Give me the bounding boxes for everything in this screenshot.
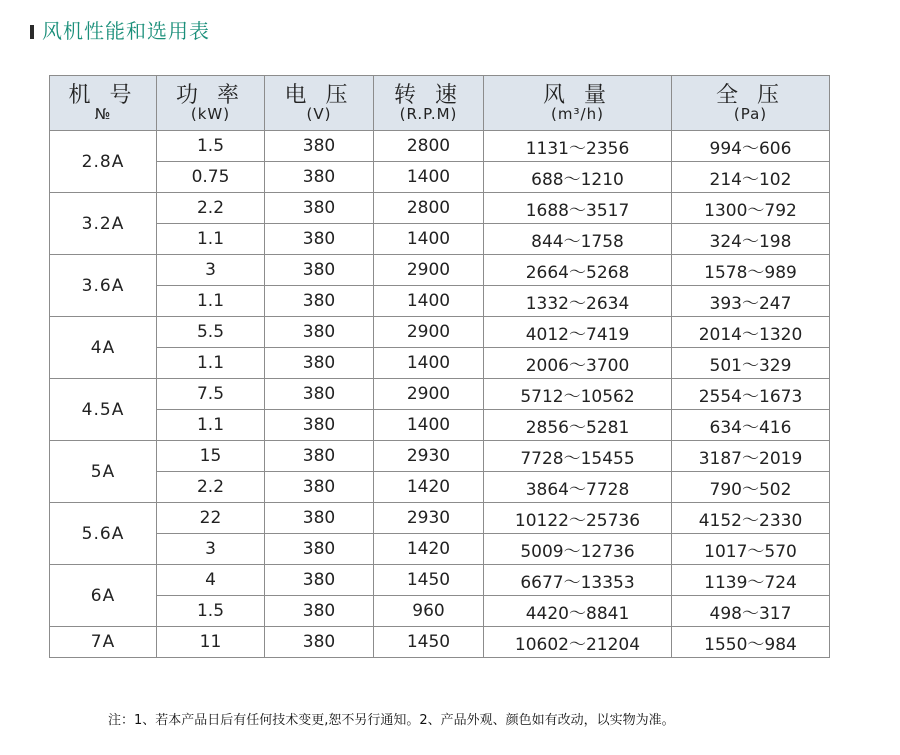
power-cell: 1.5 [157,131,265,162]
speed-cell: 1400 [374,410,484,441]
power-cell: 7.5 [157,379,265,410]
pressure-cell: 2554～1673 [672,379,830,410]
airflow-cell: 2664～5268 [484,255,672,286]
page-title: 风机性能和选用表 [42,18,210,43]
airflow-cell: 3864～7728 [484,472,672,503]
table-row [50,441,830,472]
pressure-cell: 994～606 [672,131,830,162]
footnote: 注：1、若本产品日后有任何技术变更,恕不另行通知。2、产品外观、颜色如有改动，以实物为准。 [108,713,675,728]
pressure-cell: 498～317 [672,596,830,627]
airflow-cell: 7728～15455 [484,441,672,472]
power-cell: 1.1 [157,286,265,317]
header-voltage [265,76,374,131]
model-cell: 4A [50,317,157,379]
airflow-cell: 4420～8841 [484,596,672,627]
table-row [50,565,830,596]
pressure-cell: 324～198 [672,224,830,255]
voltage-cell: 380 [265,627,374,658]
power-cell: 11 [157,627,265,658]
airflow-cell: 1131～2356 [484,131,672,162]
header-pressure-label: 全 压 [716,82,785,108]
speed-cell: 2800 [374,193,484,224]
speed-cell: 2900 [374,255,484,286]
table-row [50,131,830,162]
header-speed-unit: (R.P.M) [399,104,458,123]
power-cell: 2.2 [157,193,265,224]
pressure-cell: 501～329 [672,348,830,379]
speed-cell: 2900 [374,317,484,348]
speed-cell: 2800 [374,131,484,162]
voltage-cell: 380 [265,441,374,472]
model-cell: 4.5A [50,379,157,441]
speed-cell: 1420 [374,472,484,503]
table-row [50,503,830,534]
power-cell: 1.5 [157,596,265,627]
table-row [50,472,830,503]
pressure-cell: 1300～792 [672,193,830,224]
header-pressure-unit: (Pa) [733,104,768,123]
voltage-cell: 380 [265,534,374,565]
speed-cell: 1400 [374,286,484,317]
header-pressure [672,76,830,131]
airflow-cell: 10122～25736 [484,503,672,534]
voltage-cell: 380 [265,472,374,503]
table-row [50,162,830,193]
model-cell: 2.8A [50,131,157,193]
speed-cell: 1400 [374,224,484,255]
model-cell: 3.2A [50,193,157,255]
speed-cell: 2930 [374,441,484,472]
airflow-cell: 2006～3700 [484,348,672,379]
voltage-cell: 380 [265,286,374,317]
airflow-cell: 6677～13353 [484,565,672,596]
table-row [50,379,830,410]
header-model-unit: № [94,104,112,123]
speed-cell: 1420 [374,534,484,565]
voltage-cell: 380 [265,379,374,410]
model-cell: 5.6A [50,503,157,565]
header-power [157,76,265,131]
header-airflow [484,76,672,131]
header-power-label: 功 率 [176,82,245,108]
power-cell: 0.75 [157,162,265,193]
airflow-cell: 2856～5281 [484,410,672,441]
power-cell: 1.1 [157,348,265,379]
power-cell: 1.1 [157,224,265,255]
header-airflow-unit: (m³/h) [551,104,604,123]
voltage-cell: 380 [265,503,374,534]
table-row [50,224,830,255]
model-cell: 7A [50,627,157,658]
table-row [50,193,830,224]
voltage-cell: 380 [265,565,374,596]
table-row [50,596,830,627]
table-row [50,348,830,379]
header-voltage-label: 电 压 [284,82,354,108]
header-airflow-label: 风 量 [543,82,612,108]
section-title [30,14,210,44]
power-cell: 5.5 [157,317,265,348]
header-speed-label: 转 速 [394,82,463,108]
pressure-cell: 1017～570 [672,534,830,565]
header-speed [374,76,484,131]
power-cell: 1.1 [157,410,265,441]
table-body [50,131,830,658]
power-cell: 3 [157,534,265,565]
model-cell: 3.6A [50,255,157,317]
speed-cell: 1400 [374,348,484,379]
table-row [50,534,830,565]
voltage-cell: 380 [265,224,374,255]
voltage-cell: 380 [265,596,374,627]
table-row [50,255,830,286]
pressure-cell: 634～416 [672,410,830,441]
pressure-cell: 1139～724 [672,565,830,596]
pressure-cell: 3187～2019 [672,441,830,472]
power-cell: 4 [157,565,265,596]
voltage-cell: 380 [265,348,374,379]
table-row [50,627,830,658]
speed-cell: 2930 [374,503,484,534]
speed-cell: 2900 [374,379,484,410]
model-cell: 5A [50,441,157,503]
voltage-cell: 380 [265,317,374,348]
table-row [50,317,830,348]
power-cell: 2.2 [157,472,265,503]
table-header-row [50,76,830,131]
airflow-cell: 1332～2634 [484,286,672,317]
header-model [50,76,157,131]
voltage-cell: 380 [265,162,374,193]
table-row [50,410,830,441]
header-power-unit: (kW) [190,104,231,123]
airflow-cell: 5009～12736 [484,534,672,565]
speed-cell: 1400 [374,162,484,193]
power-cell: 3 [157,255,265,286]
title-marker [30,25,34,39]
airflow-cell: 4012～7419 [484,317,672,348]
pressure-cell: 4152～2330 [672,503,830,534]
voltage-cell: 380 [265,255,374,286]
airflow-cell: 10602～21204 [484,627,672,658]
table-row [50,286,830,317]
airflow-cell: 844～1758 [484,224,672,255]
pressure-cell: 2014～1320 [672,317,830,348]
speed-cell: 960 [374,596,484,627]
airflow-cell: 1688～3517 [484,193,672,224]
voltage-cell: 380 [265,410,374,441]
speed-cell: 1450 [374,565,484,596]
header-voltage-unit: (V) [306,104,332,123]
fan-spec-table [49,75,830,658]
voltage-cell: 380 [265,193,374,224]
airflow-cell: 688～1210 [484,162,672,193]
power-cell: 15 [157,441,265,472]
voltage-cell: 380 [265,131,374,162]
header-model-label: 机 号 [68,82,138,108]
pressure-cell: 1578～989 [672,255,830,286]
power-cell: 22 [157,503,265,534]
pressure-cell: 214～102 [672,162,830,193]
model-cell: 6A [50,565,157,627]
pressure-cell: 1550～984 [672,627,830,658]
speed-cell: 1450 [374,627,484,658]
pressure-cell: 393～247 [672,286,830,317]
airflow-cell: 5712～10562 [484,379,672,410]
pressure-cell: 790～502 [672,472,830,503]
